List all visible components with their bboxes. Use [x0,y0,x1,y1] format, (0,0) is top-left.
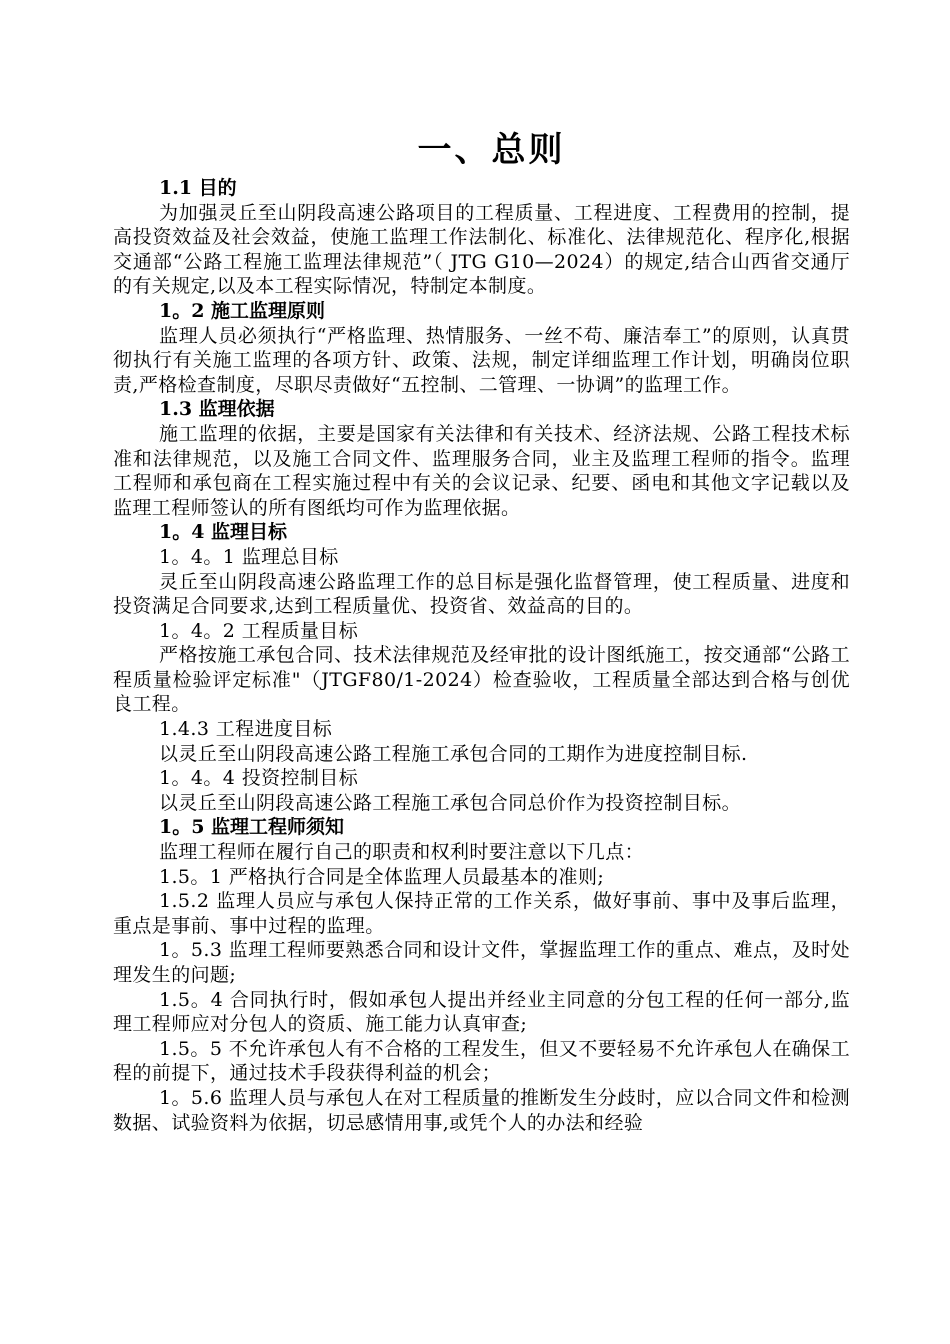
section-heading-goals: 1。4 监理目标 [159,521,288,544]
document-page [113,128,850,1135]
page-title: 一、总则 [417,130,566,170]
list-item: 1.5。1 严格执行合同是全体监理人员最基本的准则; [159,865,605,888]
list-item: 1.5。5 不允许承包人有不合格的工程发生，但又不要轻易不允许承包人在确保工程的前提下，通过技术手段获得利益的机会； [113,1037,850,1085]
list-item: 1。5.6 监理人员与承包人在对工程质量的推断发生分歧时，应以合同文件和检测数据、试验资料为依据，切忌感情用事,或凭个人的办法和经验 [113,1086,850,1134]
paragraph: 施工监理的依据，主要是国家有关法律和有关技术、经济法规、公路工程技术标准和法律规范，以及施工合同文件、监理服务合同，业主及监理工程师的指令。监理工程师和承包商在工程实施过程中有关的会议记录、纪要、函电和其他文字记载以及监理工程师签认的所有图纸均可作为监理依据。 [113,422,850,519]
list-item: 1.5.2 监理人员应与承包人保持正常的工作关系，做好事前、事中及事后监理，重点是事前、事中过程的监理。 [113,890,850,937]
paragraph: 严格按施工承包合同、技术法律规范及经审批的设计图纸施工，按交通部“公路工程质量检验评定标准"（JTGF80/1-2024）检查验收，工程质量全部达到合格与创优良工程。 [113,644,850,716]
paragraph: 灵丘至山阴段高速公路监理工作的总目标是强化监督管理，使工程质量、进度和投资满足合同要求,达到工程质量优、投资省、效益高的目的。 [113,570,850,618]
section-heading-basis: 1.3 监理依据 [159,398,275,421]
paragraph: 以灵丘至山阴段高速公路工程施工承包合同总价作为投资控制目标。 [159,791,742,814]
subsection-heading: 1。4。2 工程质量目标 [159,619,359,642]
section-heading-purpose: 1.1 目的 [159,177,237,199]
section-heading-principle: 1。2 施工监理原则 [159,299,326,322]
section-heading-engineer-notes: 1。5 监理工程师须知 [159,816,345,839]
paragraph: 为加强灵丘至山阴段高速公路项目的工程质量、工程进度、工程费用的控制，提高投资效益及社会效益，使施工监理工作法制化、标准化、法律规范化、程序化,根据交通部“公路工程施工监理法律规范”（ JTG G10—2024）的规定,结合山西省交通厅的有关规定,以及本工程实际情况，特制定本制度。 [113,201,850,298]
list-item: 1。5.3 监理工程师要熟悉合同和设计文件，掌握监理工作的重点、难点，及时处理发生的问题; [113,939,850,986]
list-item: 1.5。4 合同执行时，假如承包人提出并经业主同意的分包工程的任何一部分,监理工程师应对分包人的资质、施工能力认真审查; [113,988,850,1036]
subsection-heading: 1。4。4 投资控制目标 [159,767,359,790]
paragraph: 以灵丘至山阴段高速公路工程施工承包合同的工期作为进度控制目标. [159,742,748,765]
subsection-heading: 1.4.3 工程进度目标 [159,718,333,741]
paragraph: 监理工程师在履行自己的职责和权利时要注意以下几点： [159,841,645,864]
subsection-heading: 1。4。1 监理总目标 [159,545,339,568]
paragraph: 监理人员必须执行“严格监理、热情服务、一丝不苟、廉洁奉工”的原则，认真贯彻执行有关施工监理的各项方针、政策、法规，制定详细监理工作计划，明确岗位职责,严格检查制度，尽职尽责做好“五控制、二管理、一协调”的监理工作。 [113,324,850,396]
